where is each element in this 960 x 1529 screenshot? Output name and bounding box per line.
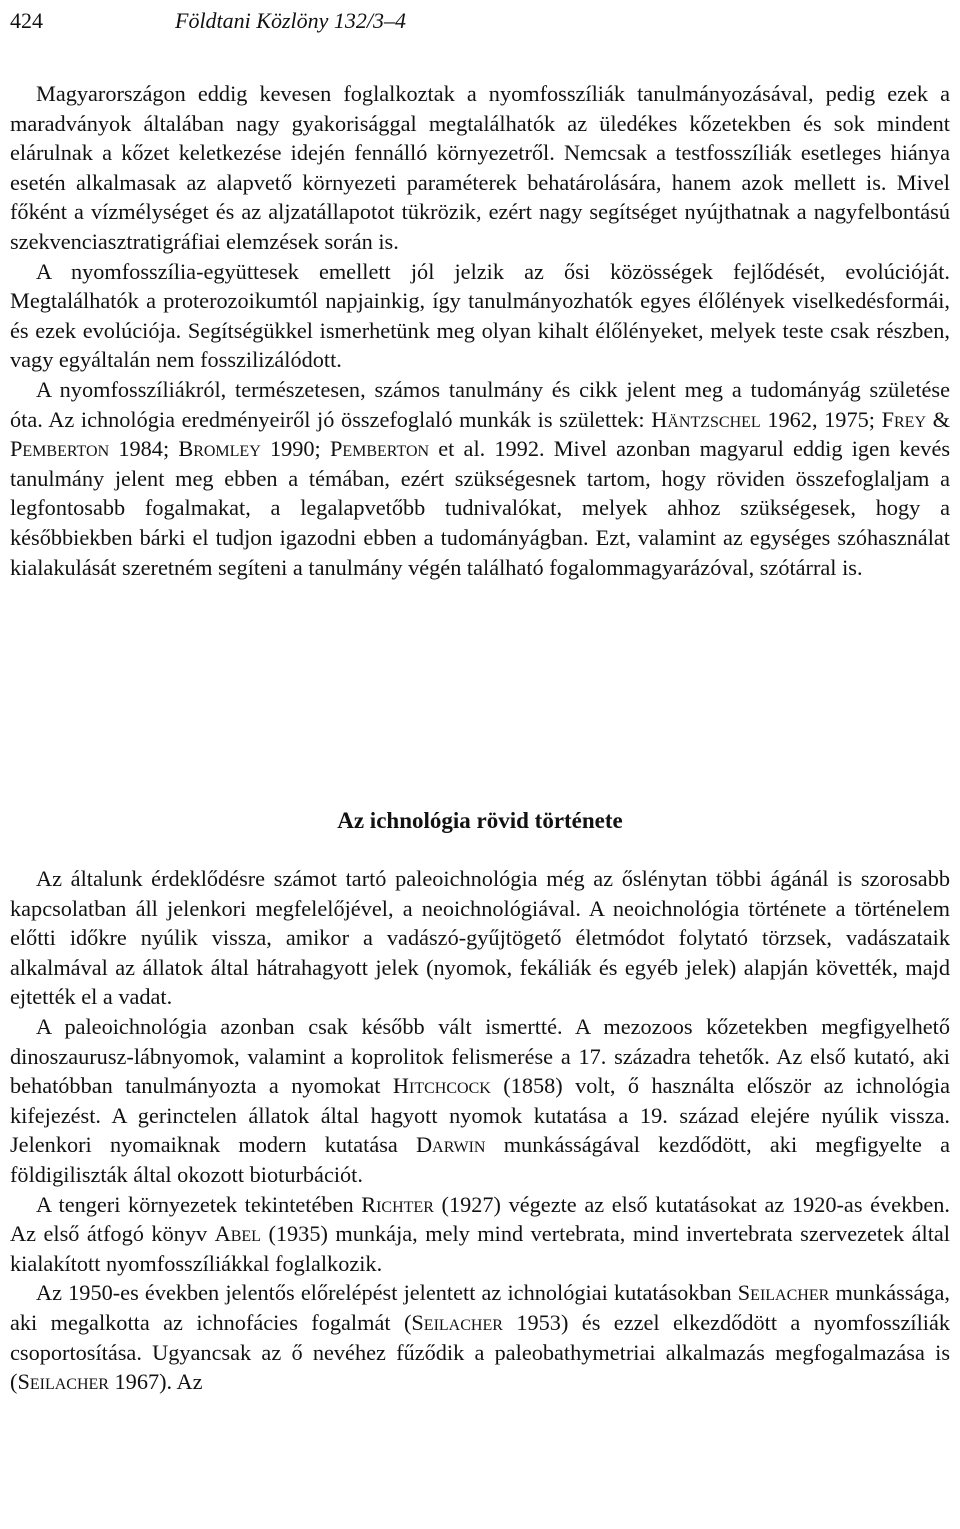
journal-title: Földtani Közlöny 132/3–4 <box>175 8 406 33</box>
text-run: A nyomfosszíliákról, természetesen, számos tanulmány és cikk jelent meg a tudományág születése óta. Az ichnológia eredményeiről jó összefoglaló munkák is születtek: <box>10 376 950 432</box>
text-run: (1927) végezte az első kutatásokat az 1920-as években. Az első átfogó könyv <box>10 1191 950 1247</box>
author-name: Pemberton <box>10 436 110 462</box>
author-name: Bromley <box>178 436 261 462</box>
text-run: et al. 1992. Mivel azonban magyarul eddig igen kevés tanulmány jelent meg ebben a témában, ezért szükségesnek tartom, hogy röviden összefoglaljam a legfontosabb fogalmakat, a legalapvetőbb tudnivalókat, melyek ahhoz szükségesek, hogy a későbbiekben bárki el tudjon igazodni ebben a tudományágban. Ezt, valamint az egységes szóhasználat kialakulását szeretném segíteni a tanulmány végén található fogalommagyarázóval, szótárral is. <box>10 436 951 580</box>
section-heading: Az ichnológia rövid története <box>337 808 623 833</box>
author-name: Richter <box>361 1191 434 1217</box>
intro-paragraph-2: A nyomfosszília-együttesek emellett jól jelzik az ősi közösségek fejlődését, evolúcióját. Megtalálhatók a proterozoikumtól napjainkig, így tanulmányozhatók egyes élőlények viselkedésformái, és ezek evolúciója. Segítségükkel ismerhetünk meg olyan kihalt élőlényeket, melyek teste csak részben, vagy egyáltalán nem fosszilizálódott. <box>10 258 950 373</box>
text-run: A tengeri környezetek tekintetében <box>36 1191 354 1217</box>
text-run: 1953) és ezzel elkezdődött a nyomfosszíliák csoportosítása. Ugyancsak az ő nevéhez fűződik a paleobathymetriai alkalmazás megfogalmazása is ( <box>10 1309 950 1395</box>
author-name: Häntzschel <box>651 406 761 432</box>
history-paragraph-1: Az általunk érdeklődésre számot tartó paleoichnológia még az őslénytan többi ágánál is szorosabb kapcsolatban áll jelenkori megfelelőjével, a neoichnológiával. A neoichnológia története a történelem előtti időkre nyúlik vissza, amikor a vadászó-gyűjtögető életmódot folytató törzsek, vadászataik alkalmával az állatok által hátrahagyott jelek (nyomok, fekáliák és egyéb jelek) alapján követték, majd ejtették el a vadat. <box>10 866 950 1010</box>
author-name: Seilacher <box>17 1369 109 1395</box>
intro-text <box>10 79 950 582</box>
author-name: Abel <box>214 1221 261 1247</box>
history-text <box>10 864 950 1397</box>
text-run: 1990; <box>269 436 321 462</box>
history-paragraph-3 <box>10 1190 950 1279</box>
author-name: Seilacher <box>737 1280 830 1306</box>
text-run: & <box>932 406 951 432</box>
author-name: Hitchcock <box>392 1073 491 1099</box>
page-number: 424 <box>10 8 43 33</box>
intro-paragraph-1: Magyarországon eddig kevesen foglalkoztak a nyomfosszíliák tanulmányozásával, pedig ezek a maradványok általában nagy gyakorisággal megtalálhatók az üledékes kőzetekben és sok mindent elárulnak a kőzet keletkezése idején fennálló környezetről. Nemcsak a testfosszíliák esetleges hiánya esetén alkalmasak az alapvető környezeti paraméterek behatárolására, hanem azok mellett is. Mivel főként a vízmélységet és az aljzatállapotot tükrözik, ezért nagy segítséget nyújthatnak a nagyfelbontású szekvenciasztratigráfiai elemzések során is. <box>10 81 950 254</box>
text-run: (1858) volt, ő használta először az ichnológia kifejezést. A gerinctelen állatok által hagyott nyomok kutatása a 19. század elejére nyúlik vissza. Jelenkori nyomaiknak modern kutatása <box>10 1073 951 1158</box>
text-run: A paleoichnológia azonban csak később vált ismertté. A mezozoos kőzetekben megfigyelhető dinoszaurusz-lábnyomok, valamint a koprolitok felismerése a 17. századra tehetők. Az első kutató, aki behatóbban tanulmányozta a nyomokat <box>10 1013 950 1099</box>
text-run: munkássága, aki megalkotta az ichnofácies fogalmát ( <box>10 1280 950 1335</box>
author-name: Seilacher <box>411 1309 503 1335</box>
author-name: Frey <box>881 406 927 432</box>
text-run: 1962, 1975; <box>767 406 875 432</box>
text-run: (1935) munkája, mely mind vertebrata, mind invertebrata szervezetek által kialakított nyomfosszíliákkal foglalkozik. <box>10 1221 950 1276</box>
text-run: 1967). Az <box>114 1369 203 1395</box>
history-paragraph-4 <box>10 1278 950 1396</box>
running-header <box>10 4 950 40</box>
author-name: Pemberton <box>329 436 430 462</box>
author-name: Darwin <box>416 1132 486 1158</box>
text-run: munkásságával kezdődött, aki megfigyelte a földigiliszták által okozott bioturbációt. <box>10 1132 950 1187</box>
text-run: Az 1950-es években jelentős előrelépést jelentett az ichnológiai kutatásokban <box>36 1280 732 1306</box>
history-paragraph-2 <box>10 1012 950 1190</box>
intro-paragraph-3 <box>10 375 950 582</box>
text-run: 1984; <box>118 436 170 462</box>
